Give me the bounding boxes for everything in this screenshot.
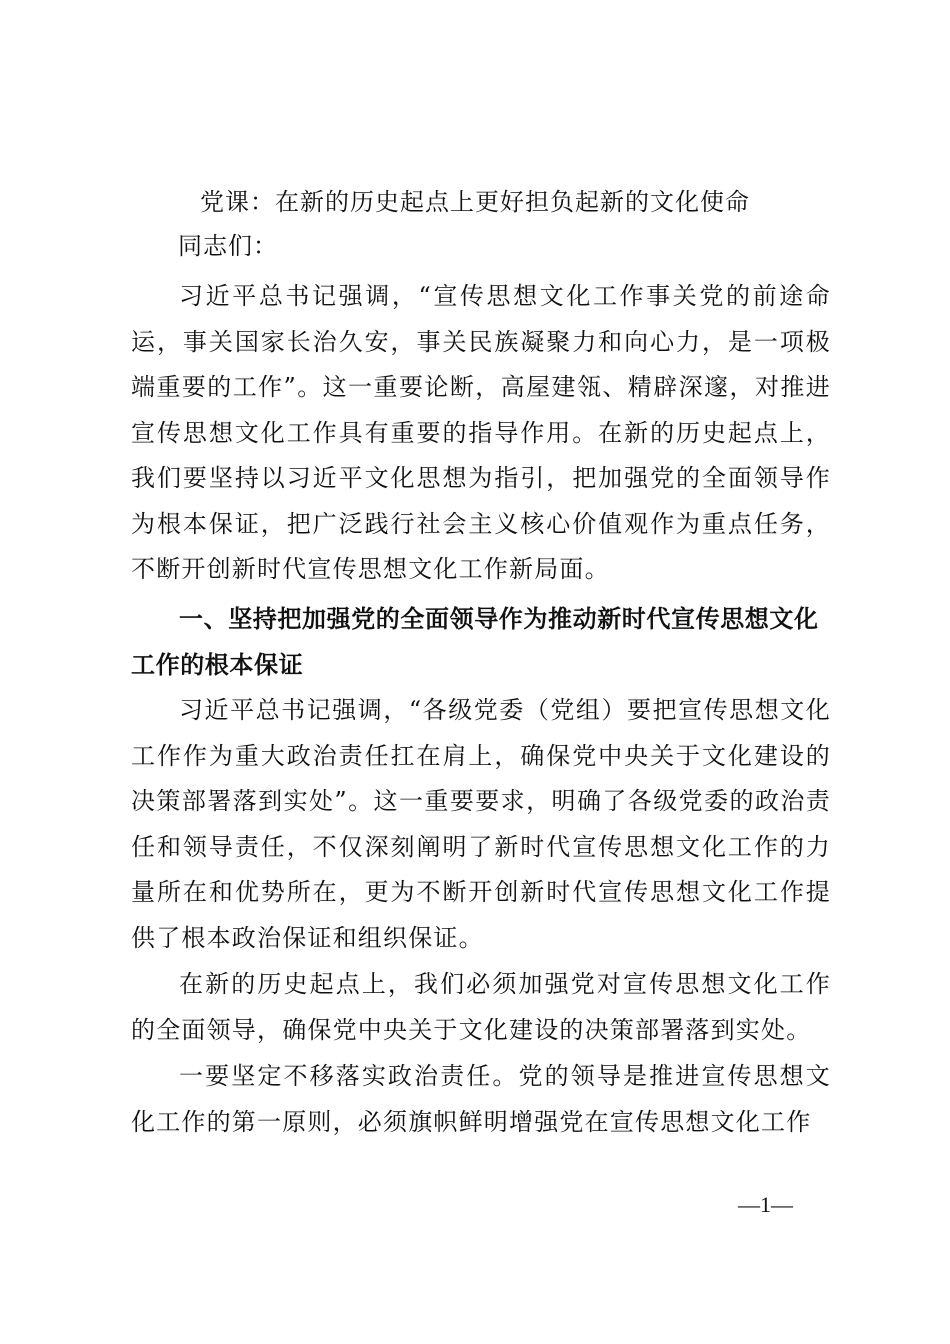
greeting: 同志们： — [178, 232, 278, 260]
body-paragraph: 一要坚定不移落实政治责任。党的领导是推进宣传思想文化工作的第一原则，必须旗帜鲜明增强党在宣传思想文化工作 — [131, 1062, 831, 1136]
document-title: 党课：在新的历史起点上更好担负起新的文化使命 — [200, 188, 750, 216]
body-paragraph: 习近平总书记强调，“宣传思想文化工作事关党的前途命运，事关国家长治久安，事关民族凝聚力和向心力，是一项极端重要的工作”。这一重要论断，高屋建瓴、精辟深邃，对推进宣传思想文化工作具有重要的指导作用。在新的历史起点上，我们要坚持以习近平文化思想为指引，把加强党的全面领导作为根本保证，把广泛践行社会主义核心价值观作为重点任务，不断开创新时代宣传思想文化工作新局面。 — [131, 282, 831, 583]
page-number: —1— — [738, 1192, 793, 1217]
body-paragraph: 习近平总书记强调，“各级党委（党组）要把宣传思想文化工作作为重大政治责任扛在肩上，确保党中央关于文化建设的决策部署落到实处”。这一重要要求，明确了各级党委的政治责任和领导责任，不仅深刻阐明了新时代宣传思想文化工作的力量所在和优势所在，更为不断开创新时代宣传思想文化工作提供了根本政治保证和组织保证。 — [131, 696, 831, 952]
section-heading: 一、坚持把加强党的全面领导作为推动新时代宣传思想文化工作的根本保证 — [131, 605, 819, 679]
body-paragraph: 在新的历史起点上，我们必须加强党对宣传思想文化工作的全面领导，确保党中央关于文化建设的决策部署落到实处。 — [131, 970, 831, 1044]
